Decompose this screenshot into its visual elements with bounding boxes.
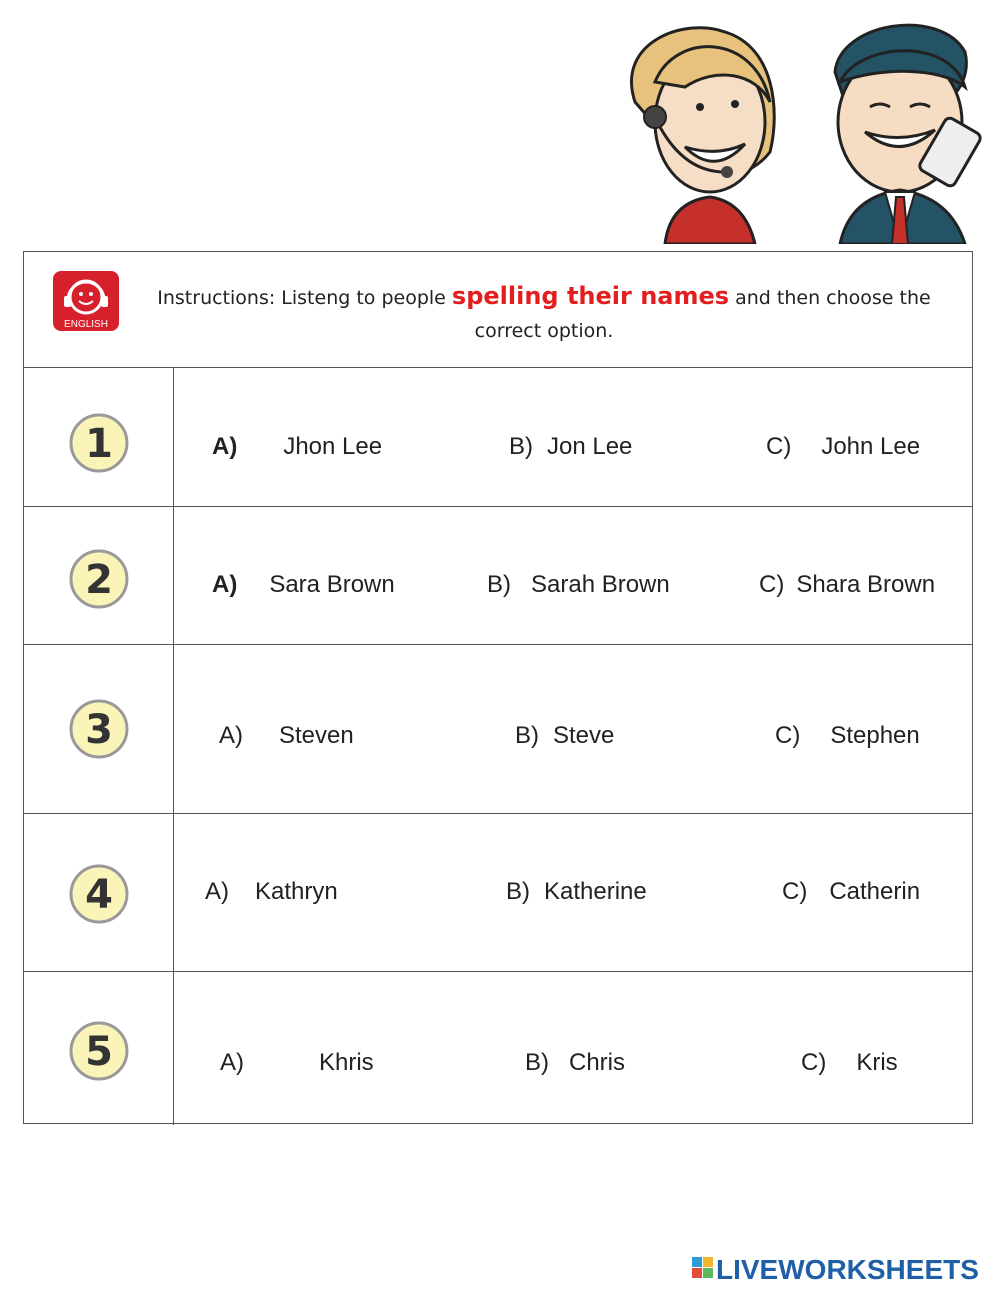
option-text: Sarah Brown [531,571,670,598]
option-text: Kris [856,1049,898,1076]
question-row [24,972,972,1125]
instructions-post: and then choose the [735,287,931,309]
instructions-text [119,280,969,348]
option-text: Jon Lee [547,433,633,460]
question-number-cell [24,507,174,644]
option-c[interactable] [759,571,935,599]
option-letter: C) [759,571,785,598]
option-letter: B) [506,878,530,905]
logo-text: ENGLISH [64,319,108,330]
worksheet-table [23,251,973,1124]
instructions-line2: correct option. [474,320,614,342]
option-letter: A) [220,1049,244,1076]
option-text: Jhon Lee [283,433,383,460]
option-text: Shara Brown [796,571,936,598]
option-c[interactable] [775,722,920,750]
man-on-phone-illustration [820,12,1000,244]
option-a[interactable] [219,722,354,750]
option-text: Khris [319,1049,374,1076]
question-number: 3 [85,707,113,753]
option-text: Catherin [829,878,921,905]
option-a[interactable] [220,1049,374,1077]
question-row [24,368,972,507]
option-letter: B) [525,1049,549,1076]
option-letter: A) [219,722,243,749]
option-c[interactable] [766,433,920,461]
number-badge [69,699,129,759]
option-text: John Lee [821,433,921,460]
option-text: Steven [279,722,354,749]
question-number: 2 [85,557,113,603]
option-text: Katherine [544,878,647,905]
instructions-header [24,252,972,368]
option-c[interactable] [801,1049,898,1077]
question-row [24,507,972,645]
option-letter: B) [487,571,511,598]
question-row [24,814,972,972]
question-number-cell [24,814,174,971]
number-badge [69,549,129,609]
question-row [24,645,972,814]
option-letter: B) [509,433,533,460]
question-number-cell [24,972,174,1125]
instructions-pre: Instructions: Listeng to people [157,287,446,309]
question-number-cell [24,645,174,813]
option-text: Kathryn [255,878,338,905]
brand-text: LIVEWORKSHEETS [716,1254,979,1285]
question-number: 5 [85,1029,113,1075]
option-text: Steve [553,722,615,749]
option-a[interactable] [205,878,338,906]
option-letter: A) [212,571,238,598]
option-letter: A) [205,878,229,905]
option-b[interactable] [487,571,670,599]
option-b[interactable] [509,433,632,461]
option-text: Sara Brown [269,571,395,598]
option-letter: C) [782,878,808,905]
option-b[interactable] [506,878,647,906]
option-a[interactable] [212,571,395,599]
question-number-cell [24,368,174,506]
question-number: 1 [85,421,113,467]
number-badge [69,413,129,473]
option-letter: C) [775,722,801,749]
option-letter: A) [212,433,238,460]
woman-with-headset-illustration [605,12,785,244]
option-letter: B) [515,722,539,749]
option-b[interactable] [525,1049,625,1077]
option-a[interactable] [212,433,382,461]
question-number: 4 [85,872,113,918]
number-badge [69,864,129,924]
option-text: Stephen [830,722,920,749]
english-headphones-logo [52,270,120,332]
option-b[interactable] [515,722,614,750]
option-letter: C) [801,1049,827,1076]
option-c[interactable] [782,878,920,906]
liveworksheets-logo [692,1253,992,1285]
option-text: Chris [569,1049,626,1076]
number-badge [69,1021,129,1081]
instructions-highlight: spelling their names [451,282,730,310]
option-letter: C) [766,433,792,460]
